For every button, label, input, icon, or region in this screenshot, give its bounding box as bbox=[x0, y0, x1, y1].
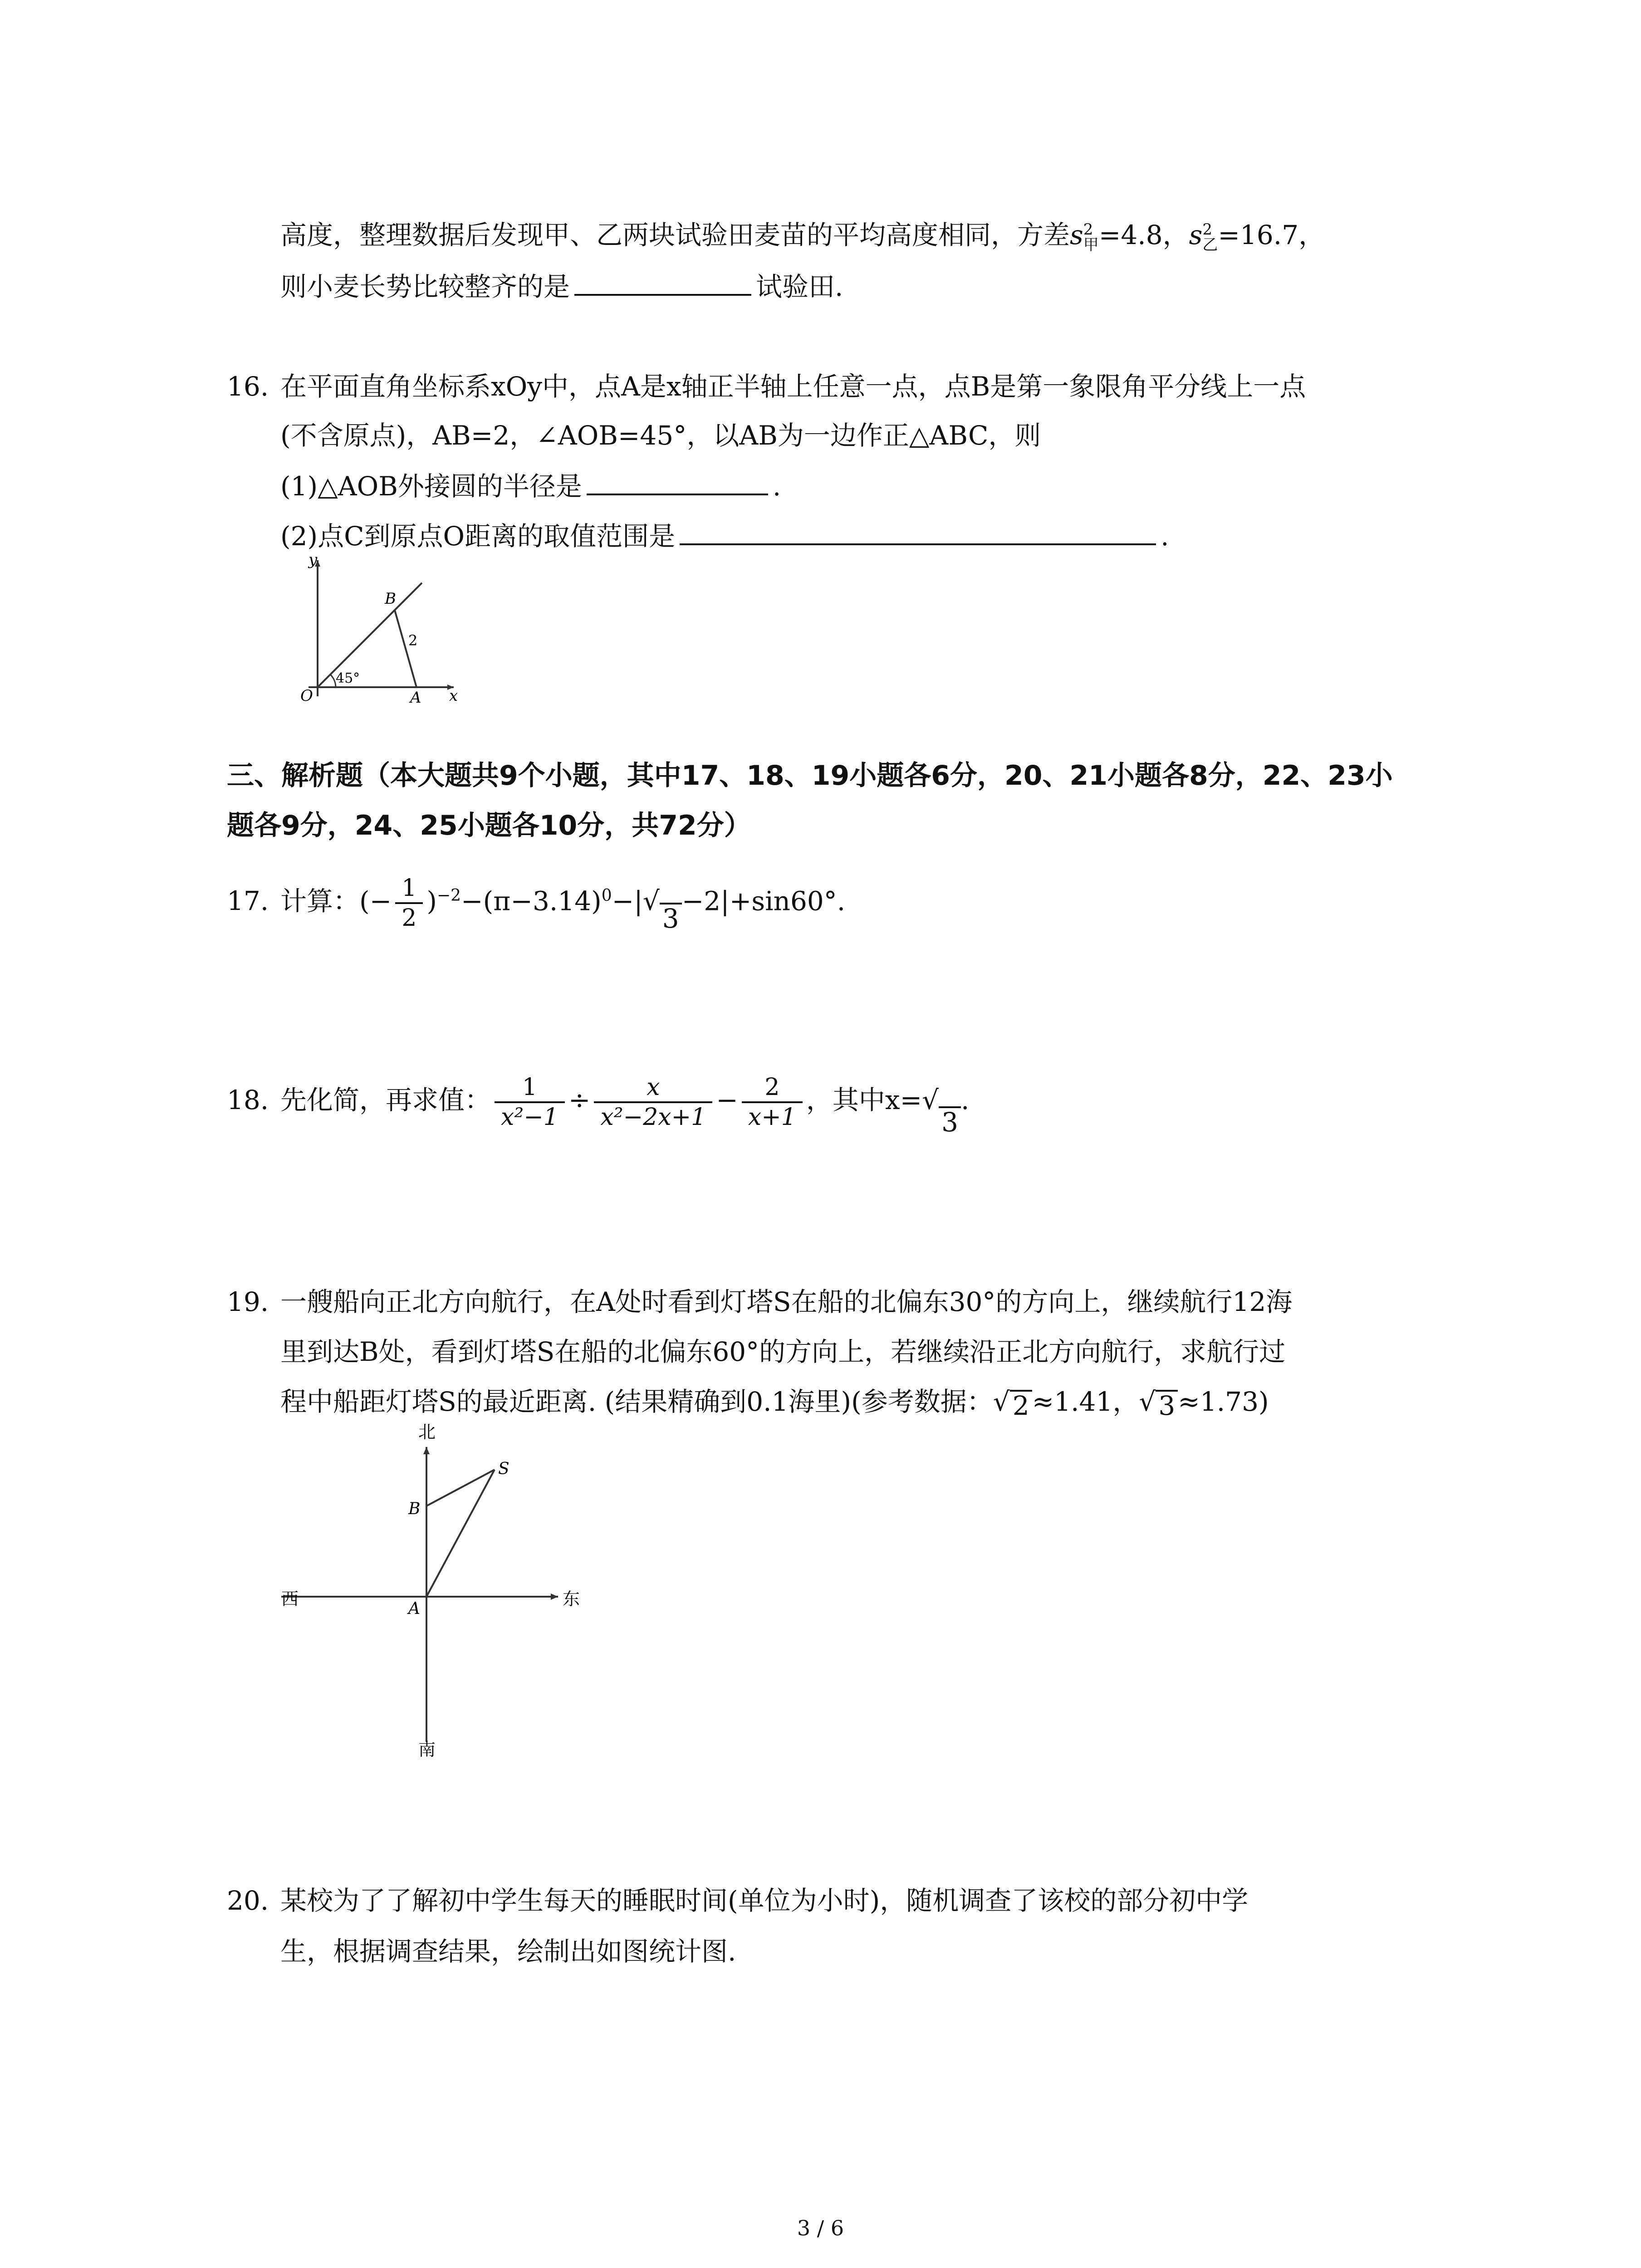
question-number: 16. bbox=[227, 371, 269, 402]
label-length: 2 bbox=[408, 632, 418, 649]
q17: 17. 计算：(− $\frac{1}{2}$ )$^{-2}-(\pi-3.14)^0-|$ √ 3 −2|+sin60°. bbox=[227, 864, 845, 933]
sqrt: √ 3 bbox=[643, 869, 682, 933]
page-number: 3 / 6 bbox=[797, 2216, 844, 2240]
label-b: B bbox=[408, 1500, 421, 1518]
question-number: 19. bbox=[227, 1286, 269, 1317]
fraction-1: $\frac{1}{\text{x²−1}}$ bbox=[495, 1073, 565, 1131]
label-y: y bbox=[309, 551, 318, 569]
label-east: 东 bbox=[563, 1589, 580, 1609]
label-x: x bbox=[449, 687, 458, 705]
sqrt: √ 2 bbox=[993, 1383, 1032, 1420]
q16-line2: (不含原点)，AB=2，∠AOB=45°，以AB为一边作正△ABC，则 bbox=[280, 420, 1041, 451]
label-a: A bbox=[410, 689, 421, 705]
q16-line1: 16. 在平面直角坐标系xOy中，点A是x轴正半轴上任意一点，点B是第一象限角平分线上一点 bbox=[227, 368, 1306, 405]
fraction: $\frac{1}{2}$ bbox=[395, 874, 423, 932]
section-heading: 三、解析题（本大题共9个小题，其中17、18、19小题各6分，20、21小题各8分，22、23小 bbox=[227, 760, 1393, 792]
sqrt: √ 3 bbox=[922, 1064, 961, 1136]
question-number: 20. bbox=[227, 1885, 269, 1916]
question-number: 17. bbox=[227, 885, 269, 917]
q20-line1: 20. 某校为了了解初中学生每天的睡眠时间(单位为小时)，随机调查了该校的部分初中学 bbox=[227, 1882, 1248, 1919]
sqrt: √ 3 bbox=[1139, 1383, 1178, 1420]
q15-line2: 则小麦长势比较整齐的是 试验田. bbox=[280, 268, 843, 305]
fraction-2: $\frac{x}{\text{x²−2x+1}}$ bbox=[594, 1073, 712, 1131]
label-angle: 45° bbox=[336, 670, 360, 686]
q19-line2: 里到达B处，看到灯塔S在船的北偏东60°的方向上，若继续沿正北方向航行，求航行过 bbox=[280, 1336, 1286, 1367]
label-south: 南 bbox=[418, 1740, 436, 1760]
answer-blank-q15[interactable] bbox=[574, 268, 751, 296]
q20-line2: 生，根据调查结果，绘制出如图统计图. bbox=[280, 1936, 736, 1967]
q16-figure bbox=[272, 551, 463, 705]
q19-line1: 19. 一艘船向正北方向航行，在A处时看到灯塔S在船的北偏东30°的方向上，继续航行12海 bbox=[227, 1284, 1292, 1320]
angle-arc bbox=[330, 675, 336, 687]
answer-blank-q16-2[interactable] bbox=[680, 517, 1156, 545]
label-west: 西 bbox=[281, 1589, 299, 1609]
q18: 18. 先化简，再求值： $\frac{1}{\text{x²−1}}$ ÷ $\frac{x}{\text{x²−2x+1}}$ − $\frac{2}{x+1}$ ，其中x= √ 3 . bbox=[227, 1064, 969, 1136]
bisector-line bbox=[318, 583, 422, 687]
q19-figure bbox=[277, 1415, 603, 1760]
label-b: B bbox=[385, 590, 396, 608]
q16-sub2: (2)点C到原点O距离的取值范围是 . bbox=[280, 517, 1169, 554]
fraction-3: $\frac{2}{x+1}$ bbox=[742, 1073, 803, 1131]
north-arrow-icon bbox=[423, 1447, 430, 1454]
q15-line1: 高度，整理数据后发现甲、乙两块试验田麦苗的平均高度相同，方差s 2 甲 =4.8，s 2 乙 =16.7， bbox=[280, 220, 1325, 254]
label-north: 北 bbox=[418, 1422, 436, 1442]
label-a: A bbox=[408, 1599, 420, 1618]
answer-blank-q16-1[interactable] bbox=[587, 467, 768, 495]
label-o: O bbox=[300, 687, 313, 705]
q16-sub1: (1)△AOB外接圆的半径是 . bbox=[280, 467, 781, 504]
label-s: S bbox=[498, 1460, 509, 1478]
east-arrow-icon bbox=[551, 1593, 558, 1600]
q19-line3: 程中船距灯塔S的最近距离. (结果精确到0.1海里)(参考数据： √ 2 ≈1.41， √ 3 ≈1.73) bbox=[280, 1383, 1269, 1420]
section-heading-line2: 题各9分，24、25小题各10分，共72分） bbox=[227, 810, 751, 841]
question-number: 18. bbox=[227, 1085, 269, 1115]
